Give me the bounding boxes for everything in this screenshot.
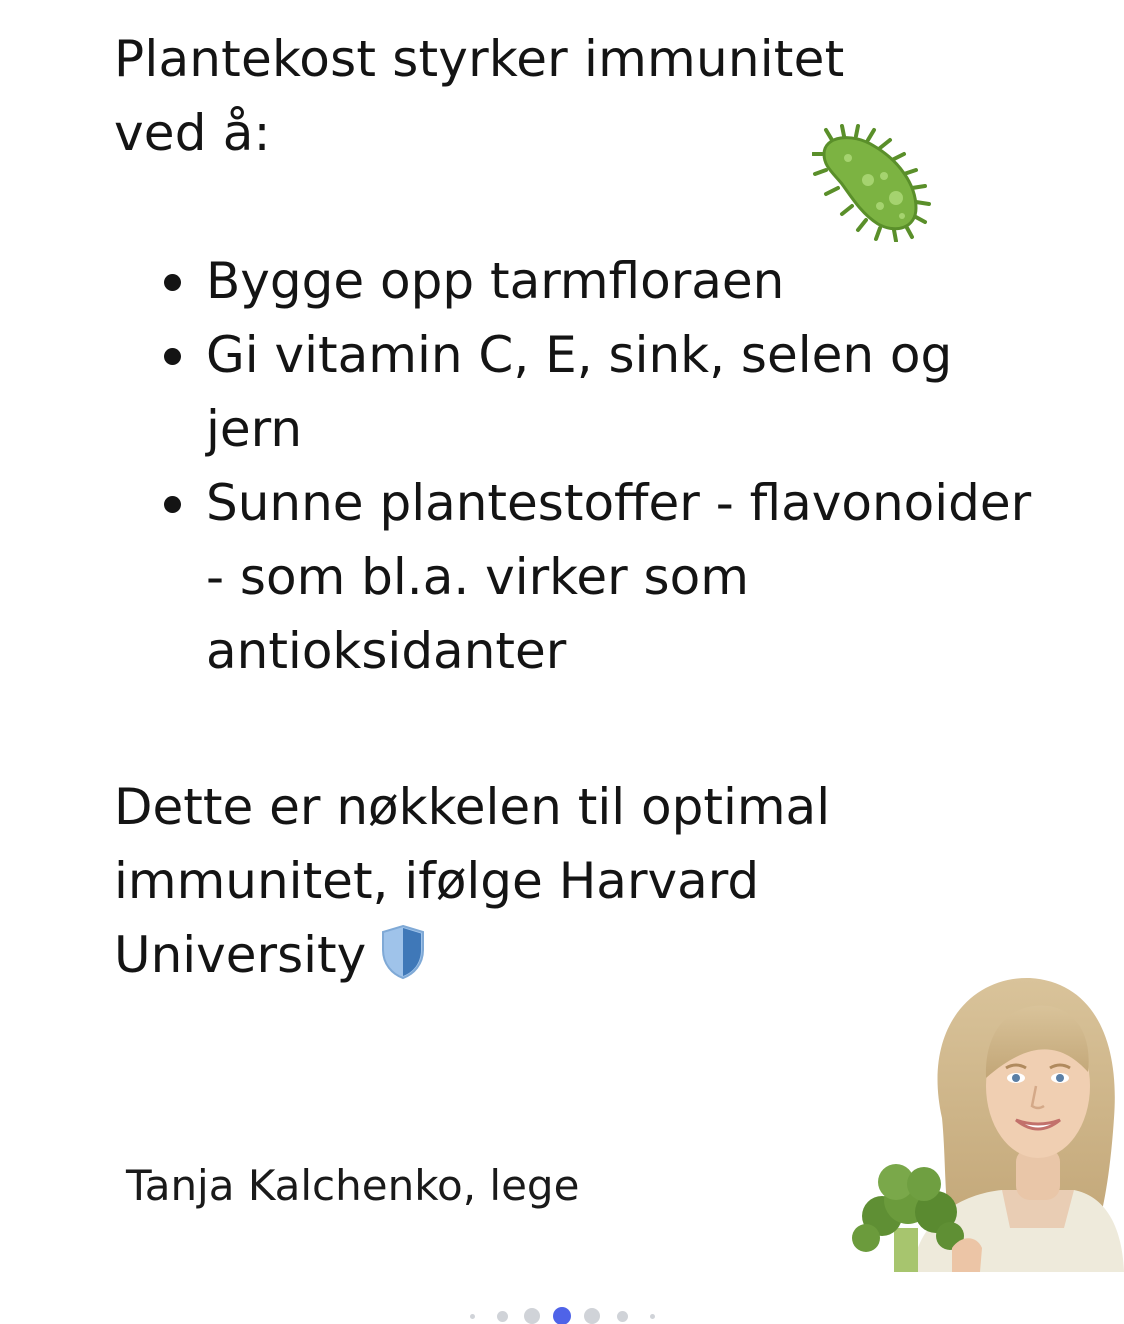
bullet-dot [164, 496, 181, 513]
bullet-text: Sunne plantestoffer - flavonoider - som bl.a. virker som antioksidanter [206, 474, 1032, 680]
bullet-text: Bygge opp tarmfloraen [206, 252, 785, 310]
list-item [160, 466, 1040, 688]
carousel-pagination[interactable] [0, 1272, 1124, 1324]
page-dot[interactable] [524, 1308, 540, 1324]
list-item [160, 244, 1040, 318]
closing-statement [114, 770, 974, 992]
slide-heading: Plantekost styrker immunitet ved å: [114, 30, 845, 162]
shield-icon [380, 924, 426, 980]
list-item [160, 318, 1040, 466]
page-dot[interactable] [584, 1308, 600, 1324]
closing-text: Dette er nøkkelen til optimal immunitet, ifølge Harvard University [114, 778, 831, 984]
page-dot[interactable] [497, 1311, 508, 1322]
page-dot[interactable] [617, 1311, 628, 1322]
page-dot[interactable] [470, 1314, 475, 1319]
page-dot[interactable] [650, 1314, 655, 1319]
bullet-dot [164, 274, 181, 291]
page-dot-active[interactable] [553, 1307, 571, 1324]
microbe-icon [812, 124, 934, 242]
bullet-list [160, 244, 1040, 688]
author-portrait [852, 968, 1124, 1272]
bullet-text: Gi vitamin C, E, sink, selen og jern [206, 326, 953, 458]
author-name: Tanja Kalchenko, lege [126, 1161, 580, 1210]
bullet-dot [164, 348, 181, 365]
